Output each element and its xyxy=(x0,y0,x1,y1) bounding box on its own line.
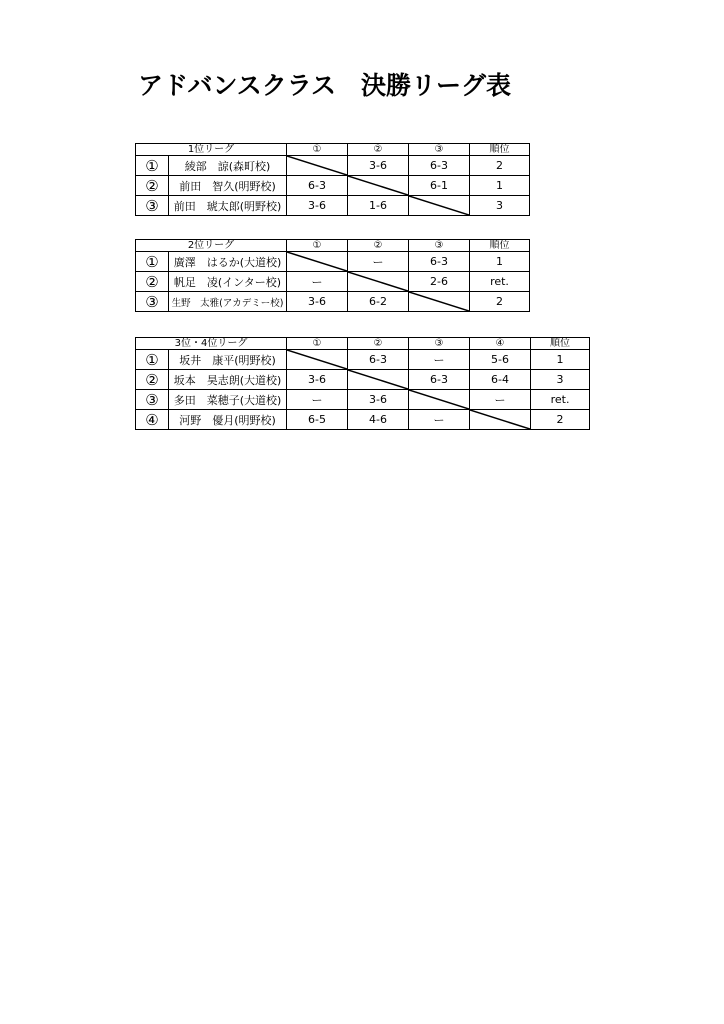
match-result: 1-6 xyxy=(348,196,409,216)
match-result: 6-2 xyxy=(348,292,409,312)
rank-header: 順位 xyxy=(470,240,530,252)
match-result: ー xyxy=(409,350,470,370)
self-match-diagonal xyxy=(287,252,348,272)
player-number: ① xyxy=(136,252,169,272)
table-row xyxy=(136,272,530,292)
table-header-row xyxy=(136,240,530,252)
rank-value: 2 xyxy=(470,156,530,176)
match-result: 3-6 xyxy=(348,156,409,176)
rank-header: 順位 xyxy=(470,144,530,156)
player-name: 綾部 諒(森町校) xyxy=(169,156,287,176)
match-result: 6-5 xyxy=(287,410,348,430)
player-number: ③ xyxy=(136,196,169,216)
rank-value: 3 xyxy=(470,196,530,216)
page-title: アドバンスクラス 決勝リーグ表 xyxy=(138,71,512,100)
match-result: ー xyxy=(470,390,531,410)
self-match-diagonal xyxy=(470,410,531,430)
self-match-diagonal xyxy=(348,272,409,292)
player-number: ② xyxy=(136,272,169,292)
player-name: 前田 琥太郎(明野校) xyxy=(169,196,287,216)
match-result: 6-3 xyxy=(409,370,470,390)
league-table-2 xyxy=(135,239,530,312)
self-match-diagonal xyxy=(409,390,470,410)
table-row xyxy=(136,370,590,390)
player-name: 多田 菜穂子(大道校) xyxy=(169,390,287,410)
rank-value: ret. xyxy=(531,390,590,410)
player-number: ③ xyxy=(136,292,169,312)
match-result: 2-6 xyxy=(409,272,470,292)
rank-value: 2 xyxy=(470,292,530,312)
table-row xyxy=(136,156,530,176)
match-result: ー xyxy=(409,410,470,430)
self-match-diagonal xyxy=(409,292,470,312)
player-name: 廣澤 はるか(大道校) xyxy=(169,252,287,272)
player-number: ② xyxy=(136,176,169,196)
rank-value: 2 xyxy=(531,410,590,430)
match-result: 3-6 xyxy=(287,196,348,216)
column-header: ③ xyxy=(409,338,470,350)
player-name: 生野 太雅(アカデミー校) xyxy=(169,292,287,312)
table-header-row xyxy=(136,144,530,156)
column-header: ① xyxy=(287,144,348,156)
column-header: ③ xyxy=(409,240,470,252)
player-name: 前田 智久(明野校) xyxy=(169,176,287,196)
match-result: ー xyxy=(348,252,409,272)
table-row xyxy=(136,196,530,216)
table-row xyxy=(136,410,590,430)
league-label: 1位リーグ xyxy=(136,144,287,156)
rank-value: 1 xyxy=(470,252,530,272)
rank-header: 順位 xyxy=(531,338,590,350)
match-result: 6-4 xyxy=(470,370,531,390)
player-name: 河野 優月(明野校) xyxy=(169,410,287,430)
match-result: ー xyxy=(287,272,348,292)
self-match-diagonal xyxy=(409,196,470,216)
column-header: ② xyxy=(348,240,409,252)
match-result: 6-1 xyxy=(409,176,470,196)
column-header: ① xyxy=(287,240,348,252)
league-label: 2位リーグ xyxy=(136,240,287,252)
league-table-3 xyxy=(135,337,590,430)
table-header-row xyxy=(136,338,590,350)
match-result: 6-3 xyxy=(409,252,470,272)
column-header: ④ xyxy=(470,338,531,350)
column-header: ③ xyxy=(409,144,470,156)
match-result: 3-6 xyxy=(287,292,348,312)
league-table-1 xyxy=(135,143,530,216)
self-match-diagonal xyxy=(348,370,409,390)
player-number: ① xyxy=(136,350,169,370)
rank-value: 3 xyxy=(531,370,590,390)
rank-value: 1 xyxy=(470,176,530,196)
rank-value: 1 xyxy=(531,350,590,370)
self-match-diagonal xyxy=(287,156,348,176)
column-header: ② xyxy=(348,144,409,156)
player-number: ④ xyxy=(136,410,169,430)
column-header: ① xyxy=(287,338,348,350)
player-number: ① xyxy=(136,156,169,176)
match-result: 4-6 xyxy=(348,410,409,430)
match-result: 6-3 xyxy=(409,156,470,176)
match-result: 6-3 xyxy=(287,176,348,196)
player-name: 帆足 凌(インター校) xyxy=(169,272,287,292)
match-result: 6-3 xyxy=(348,350,409,370)
player-number: ② xyxy=(136,370,169,390)
table-row xyxy=(136,292,530,312)
match-result: ー xyxy=(287,390,348,410)
table-row xyxy=(136,350,590,370)
column-header: ② xyxy=(348,338,409,350)
table-row xyxy=(136,390,590,410)
player-name: 坂本 昊志朗(大道校) xyxy=(169,370,287,390)
rank-value: ret. xyxy=(470,272,530,292)
player-number: ③ xyxy=(136,390,169,410)
table-row xyxy=(136,252,530,272)
league-label: 3位・4位リーグ xyxy=(136,338,287,350)
player-name: 坂井 康平(明野校) xyxy=(169,350,287,370)
match-result: 3-6 xyxy=(287,370,348,390)
self-match-diagonal xyxy=(287,350,348,370)
table-row xyxy=(136,176,530,196)
match-result: 5-6 xyxy=(470,350,531,370)
self-match-diagonal xyxy=(348,176,409,196)
match-result: 3-6 xyxy=(348,390,409,410)
